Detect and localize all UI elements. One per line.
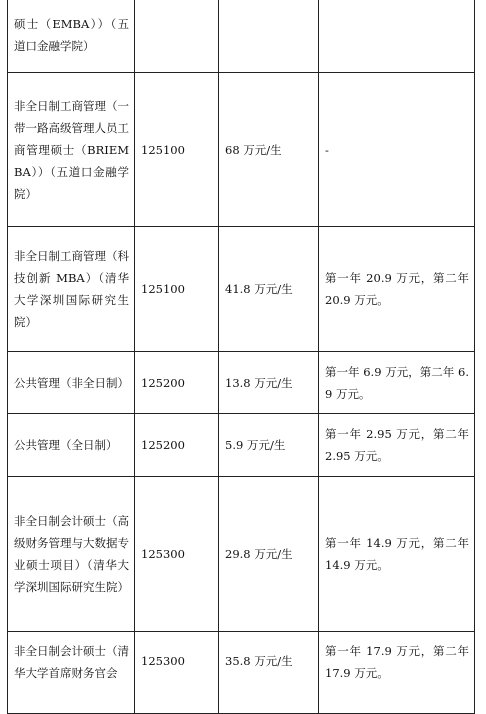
table-row xyxy=(8,73,475,227)
program-code-cell: 125200 xyxy=(135,352,219,414)
program-name-cell: 非全日制会计硕士（高级财务管理与大数据专业硕士项目）（清华大学深圳国际研究生院） xyxy=(8,477,135,632)
table-row xyxy=(8,477,475,632)
program-name-cell: 公共管理（全日制） xyxy=(8,414,135,477)
tuition-fee-cell: 13.8 万元/生 xyxy=(219,352,319,414)
program-name-cell: 公共管理（非全日制） xyxy=(8,352,135,414)
payment-note-cell: 第一年 17.9 万元，第二年 17.9 万元。 xyxy=(319,632,475,714)
program-code-cell: 125100 xyxy=(135,73,219,227)
payment-note-cell xyxy=(319,0,475,73)
table-row xyxy=(8,352,475,414)
tuition-fee-table xyxy=(7,0,475,714)
tuition-fee-cell: 68 万元/生 xyxy=(219,73,319,227)
program-code-cell: 125300 xyxy=(135,632,219,714)
program-name-cell: 非全日制会计硕士（清华大学首席财务官会 xyxy=(8,632,135,714)
program-name-cell: 硕士（EMBA））（五道口金融学院） xyxy=(8,0,135,73)
payment-note-cell: 第一年 20.9 万元，第二年 20.9 万元。 xyxy=(319,227,475,352)
table-row xyxy=(8,632,475,714)
table-row xyxy=(8,414,475,477)
program-code-cell xyxy=(135,0,219,73)
payment-note-cell: - xyxy=(319,73,475,227)
tuition-fee-cell: 41.8 万元/生 xyxy=(219,227,319,352)
program-code-cell: 125100 xyxy=(135,227,219,352)
table-row xyxy=(8,227,475,352)
payment-note-cell: 第一年 6.9 万元，第二年 6.9 万元。 xyxy=(319,352,475,414)
table-row xyxy=(8,0,475,73)
program-code-cell: 125300 xyxy=(135,477,219,632)
tuition-fee-cell xyxy=(219,0,319,73)
tuition-fee-cell: 35.8 万元/生 xyxy=(219,632,319,714)
program-code-cell: 125200 xyxy=(135,414,219,477)
program-name-cell: 非全日制工商管理（一带一路高级管理人员工商管理硕士（BRIEMBA））（五道口金融学院） xyxy=(8,73,135,227)
payment-note-cell: 第一年 2.95 万元，第二年 2.95 万元。 xyxy=(319,414,475,477)
payment-note-cell: 第一年 14.9 万元，第二年 14.9 万元。 xyxy=(319,477,475,632)
tuition-fee-cell: 5.9 万元/生 xyxy=(219,414,319,477)
tuition-fee-cell: 29.8 万元/生 xyxy=(219,477,319,632)
program-name-cell: 非全日制工商管理（科技创新 MBA）（清华大学深圳国际研究生院） xyxy=(8,227,135,352)
